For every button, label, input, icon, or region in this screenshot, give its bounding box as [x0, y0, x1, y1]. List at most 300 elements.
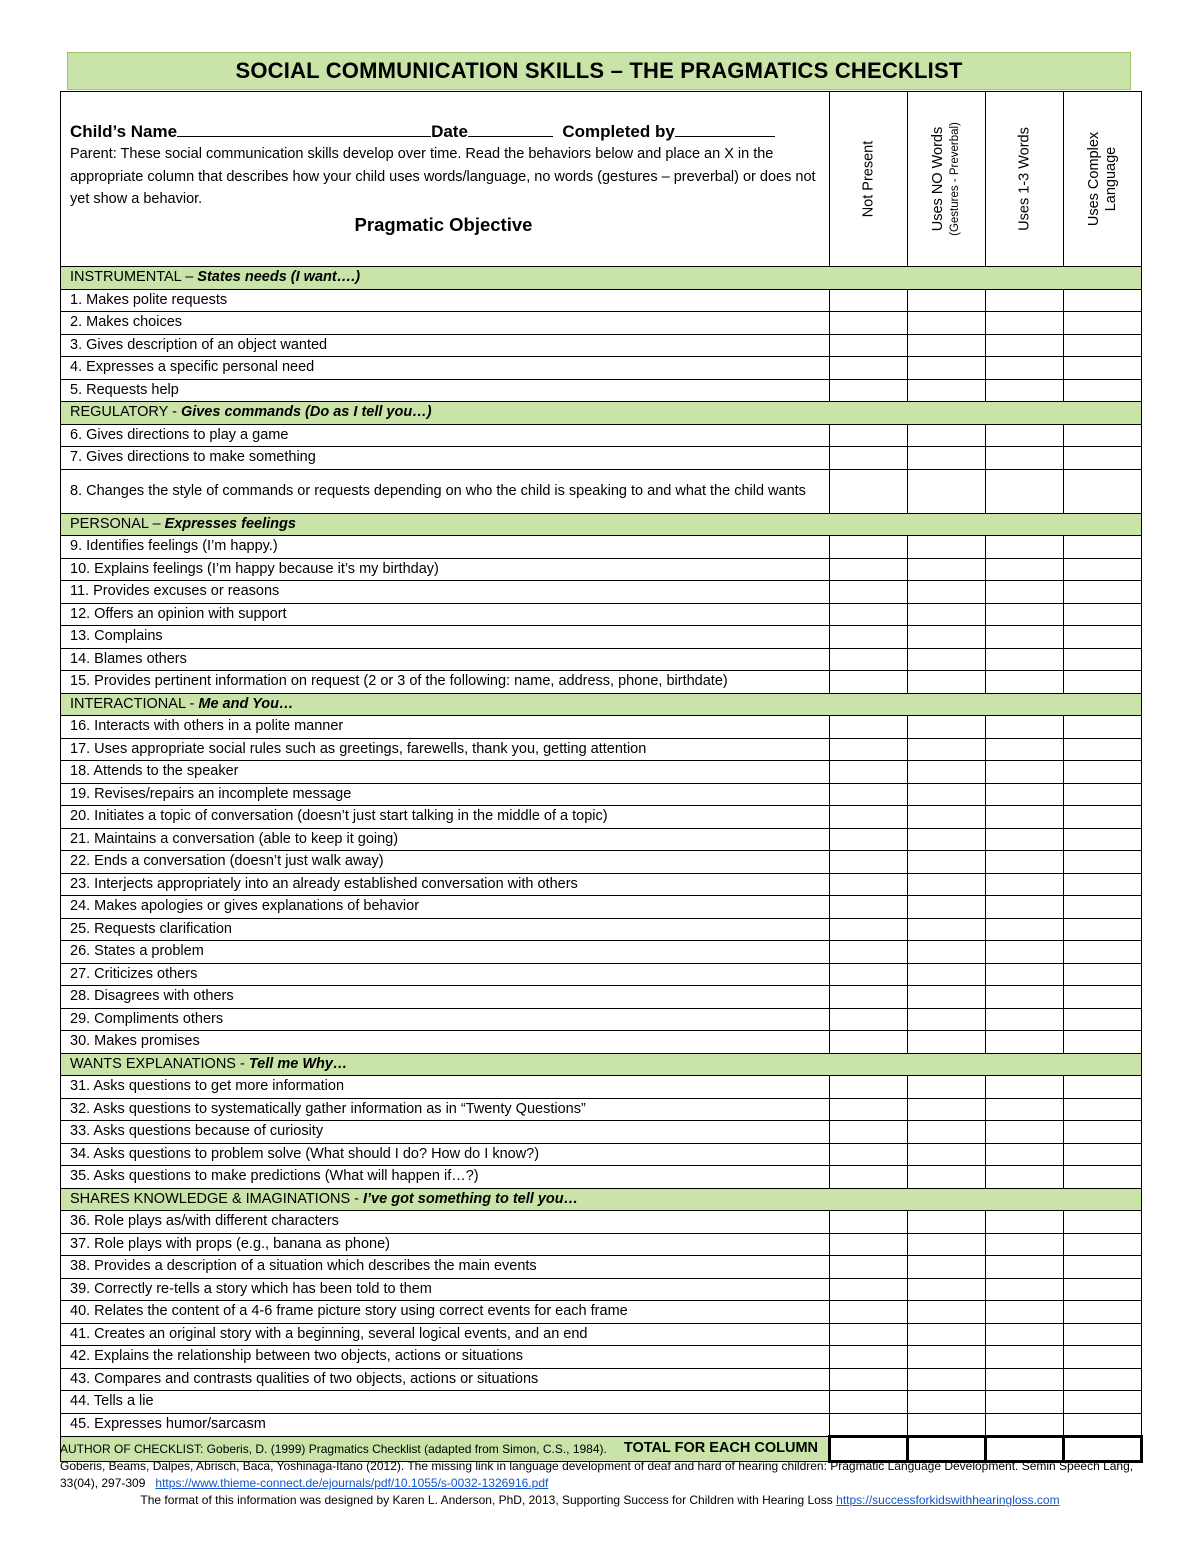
- checkbox-complex-language[interactable]: [1064, 1211, 1142, 1234]
- checklist-row: [61, 1031, 1142, 1054]
- checkbox-complex-language[interactable]: [1064, 334, 1142, 357]
- objective-text: 7. Gives directions to make something: [61, 447, 830, 470]
- checkbox-one-three-words[interactable]: [986, 806, 1064, 829]
- checklist-row: [61, 1143, 1142, 1166]
- checkbox-complex-language[interactable]: [1064, 941, 1142, 964]
- checkbox-not-present[interactable]: [830, 986, 908, 1009]
- checkbox-complex-language[interactable]: [1064, 873, 1142, 896]
- checklist-row: [61, 469, 1142, 513]
- checkbox-no-words[interactable]: [908, 873, 986, 896]
- section-description: Expresses feelings: [164, 515, 296, 532]
- title-bar: [67, 52, 1131, 90]
- checklist-row: [61, 1211, 1142, 1234]
- checkbox-one-three-words[interactable]: [986, 1346, 1064, 1369]
- checklist-row: [61, 1368, 1142, 1391]
- objective-text: 33. Asks questions because of curiosity: [61, 1121, 830, 1144]
- checkbox-one-three-words[interactable]: [986, 1233, 1064, 1256]
- checkbox-one-three-words[interactable]: [986, 1008, 1064, 1031]
- checklist-row: [61, 1233, 1142, 1256]
- checkbox-one-three-words[interactable]: [986, 312, 1064, 335]
- objective-text: 16. Interacts with others in a polite manner: [61, 716, 830, 739]
- checkbox-complex-language[interactable]: [1064, 851, 1142, 874]
- objective-text: 1. Makes polite requests: [61, 289, 830, 312]
- checkbox-no-words[interactable]: [908, 1143, 986, 1166]
- checkbox-not-present[interactable]: [830, 738, 908, 761]
- checkbox-not-present[interactable]: [830, 1211, 908, 1234]
- checkbox-not-present[interactable]: [830, 1256, 908, 1279]
- checkbox-complex-language[interactable]: [1064, 963, 1142, 986]
- checklist-row: [61, 379, 1142, 402]
- checkbox-one-three-words[interactable]: [986, 1278, 1064, 1301]
- checkbox-no-words[interactable]: [908, 963, 986, 986]
- checkbox-one-three-words[interactable]: [986, 558, 1064, 581]
- objective-text: 19. Revises/repairs an incomplete message: [61, 783, 830, 806]
- checkbox-no-words[interactable]: [908, 1031, 986, 1054]
- checkbox-complex-language[interactable]: [1064, 312, 1142, 335]
- checkbox-complex-language[interactable]: [1064, 1121, 1142, 1144]
- checkbox-no-words[interactable]: [908, 1233, 986, 1256]
- checkbox-complex-language[interactable]: [1064, 581, 1142, 604]
- checkbox-no-words[interactable]: [908, 941, 986, 964]
- objective-text: 9. Identifies feelings (I’m happy.): [61, 536, 830, 559]
- objective-text: 21. Maintains a conversation (able to keep it going): [61, 828, 830, 851]
- checkbox-one-three-words[interactable]: [986, 1031, 1064, 1054]
- objective-text: 18. Attends to the speaker: [61, 761, 830, 784]
- checkbox-not-present[interactable]: [830, 1098, 908, 1121]
- checkbox-no-words[interactable]: [908, 424, 986, 447]
- checkbox-complex-language[interactable]: [1064, 1143, 1142, 1166]
- checkbox-complex-language[interactable]: [1064, 716, 1142, 739]
- checkbox-one-three-words[interactable]: [986, 424, 1064, 447]
- objective-text: 4. Expresses a specific personal need: [61, 357, 830, 380]
- checklist-row: [61, 716, 1142, 739]
- checklist-row: [61, 828, 1142, 851]
- checklist-row: [61, 941, 1142, 964]
- child-name-label: Child’s Name: [70, 122, 178, 141]
- footer-citation-text: Goberis, Beams, Dalpes, Abrisch, Baca, Yoshinaga-Itano (2012). The missing link in language development of deaf and hard of hearing children: Pragmatic Language Development. Semin Speech Lang, 33(04), 297-309: [60, 1459, 1134, 1490]
- checkbox-one-three-words[interactable]: [986, 986, 1064, 1009]
- section-description: I’ve got something to tell you…: [363, 1190, 579, 1207]
- checklist-row: [61, 1413, 1142, 1437]
- page-title: SOCIAL COMMUNICATION SKILLS – THE PRAGMATICS CHECKLIST: [235, 58, 963, 83]
- checkbox-one-three-words[interactable]: [986, 671, 1064, 694]
- checkbox-no-words[interactable]: [908, 918, 986, 941]
- objective-text: 35. Asks questions to make predictions (What will happen if…?): [61, 1166, 830, 1189]
- checklist-row: [61, 357, 1142, 380]
- checklist-row: [61, 738, 1142, 761]
- checklist-row: [61, 1323, 1142, 1346]
- checkbox-no-words[interactable]: [908, 1256, 986, 1279]
- checkbox-no-words[interactable]: [908, 1301, 986, 1324]
- col-one-three-words: [986, 92, 1064, 267]
- col-not-present: [830, 92, 908, 267]
- name-line: [70, 120, 817, 143]
- header-row: [61, 92, 1142, 267]
- objective-text: 15. Provides pertinent information on request (2 or 3 of the following: name, address, phone, birthdate): [61, 671, 830, 694]
- checkbox-complex-language[interactable]: [1064, 447, 1142, 470]
- checkbox-not-present[interactable]: [830, 761, 908, 784]
- checkbox-complex-language[interactable]: [1064, 626, 1142, 649]
- checklist-row: [61, 626, 1142, 649]
- checkbox-one-three-words[interactable]: [986, 873, 1064, 896]
- checkbox-one-three-words[interactable]: [986, 1256, 1064, 1279]
- date-field[interactable]: [468, 120, 553, 137]
- section-header: [61, 1053, 1142, 1076]
- checkbox-not-present[interactable]: [830, 603, 908, 626]
- objective-text: 41. Creates an original story with a beginning, several logical events, and an end: [61, 1323, 830, 1346]
- checkbox-complex-language[interactable]: [1064, 379, 1142, 402]
- checkbox-not-present[interactable]: [830, 469, 908, 513]
- checkbox-one-three-words[interactable]: [986, 357, 1064, 380]
- footer: [60, 1441, 1140, 1509]
- checkbox-one-three-words[interactable]: [986, 334, 1064, 357]
- col-complex-language: [1064, 92, 1142, 267]
- section-description: Gives commands (Do as I tell you…): [180, 404, 432, 421]
- objective-text: 10. Explains feelings (I’m happy because it’s my birthday): [61, 558, 830, 581]
- checkbox-no-words[interactable]: [908, 761, 986, 784]
- completed-by-label: Completed by: [562, 122, 675, 141]
- checkbox-not-present[interactable]: [830, 918, 908, 941]
- checklist-row: [61, 558, 1142, 581]
- checkbox-not-present[interactable]: [830, 1323, 908, 1346]
- footer-citation-link[interactable]: https://www.thieme-connect.de/ejournals/pdf/10.1055/s-0032-1326916.pdf: [155, 1476, 549, 1490]
- checkbox-no-words[interactable]: [908, 469, 986, 513]
- date-label: Date: [431, 122, 468, 141]
- checkbox-one-three-words[interactable]: [986, 469, 1064, 513]
- checkbox-no-words[interactable]: [908, 1076, 986, 1099]
- checkbox-one-three-words[interactable]: [986, 1166, 1064, 1189]
- checkbox-one-three-words[interactable]: [986, 851, 1064, 874]
- checkbox-one-three-words[interactable]: [986, 1368, 1064, 1391]
- checkbox-not-present[interactable]: [830, 357, 908, 380]
- checkbox-not-present[interactable]: [830, 289, 908, 312]
- checkbox-not-present[interactable]: [830, 716, 908, 739]
- section-header: [61, 267, 1142, 290]
- checkbox-complex-language[interactable]: [1064, 536, 1142, 559]
- section-name: WANTS EXPLANATIONS -: [70, 1055, 249, 1072]
- checkbox-not-present[interactable]: [830, 1368, 908, 1391]
- checkbox-not-present[interactable]: [830, 424, 908, 447]
- checkbox-complex-language[interactable]: [1064, 1301, 1142, 1324]
- section-header-cell: [61, 1188, 1142, 1211]
- checkbox-one-three-words[interactable]: [986, 1323, 1064, 1346]
- footer-citation: [60, 1458, 1140, 1492]
- checkbox-complex-language[interactable]: [1064, 1278, 1142, 1301]
- objective-text: 6. Gives directions to play a game: [61, 424, 830, 447]
- checkbox-complex-language[interactable]: [1064, 424, 1142, 447]
- objective-text: 30. Makes promises: [61, 1031, 830, 1054]
- checklist-row: [61, 1391, 1142, 1414]
- checkbox-one-three-words[interactable]: [986, 761, 1064, 784]
- checkbox-no-words[interactable]: [908, 334, 986, 357]
- checkbox-one-three-words[interactable]: [986, 289, 1064, 312]
- objective-text: 45. Expresses humor/sarcasm: [61, 1413, 830, 1437]
- checkbox-complex-language[interactable]: [1064, 1098, 1142, 1121]
- checklist-row: [61, 1301, 1142, 1324]
- checklist-row: [61, 1008, 1142, 1031]
- checklist-row: [61, 447, 1142, 470]
- checkbox-complex-language[interactable]: [1064, 761, 1142, 784]
- checkbox-not-present[interactable]: [830, 334, 908, 357]
- checkbox-one-three-words[interactable]: [986, 1121, 1064, 1144]
- section-description: Me and You…: [198, 695, 294, 712]
- section-name: SHARES KNOWLEDGE & IMAGINATIONS -: [70, 1190, 363, 1207]
- checkbox-no-words[interactable]: [908, 1008, 986, 1031]
- checkbox-not-present[interactable]: [830, 896, 908, 919]
- checklist-row: [61, 1121, 1142, 1144]
- checklist-row: [61, 289, 1142, 312]
- section-header-cell: [61, 267, 1142, 290]
- objective-text: 31. Asks questions to get more information: [61, 1076, 830, 1099]
- checkbox-no-words[interactable]: [908, 558, 986, 581]
- section-header: [61, 513, 1142, 536]
- checkbox-not-present[interactable]: [830, 581, 908, 604]
- checklist-row: [61, 603, 1142, 626]
- objective-text: 8. Changes the style of commands or requests depending on who the child is speaking to and what the child wants: [61, 469, 830, 513]
- checkbox-complex-language[interactable]: [1064, 1166, 1142, 1189]
- checkbox-complex-language[interactable]: [1064, 1346, 1142, 1369]
- checkbox-one-three-words[interactable]: [986, 648, 1064, 671]
- checkbox-no-words[interactable]: [908, 671, 986, 694]
- section-header-cell: [61, 693, 1142, 716]
- objective-text: 34. Asks questions to problem solve (What should I do? How do I know?): [61, 1143, 830, 1166]
- checklist-row: [61, 1166, 1142, 1189]
- checkbox-complex-language[interactable]: [1064, 603, 1142, 626]
- checkbox-one-three-words[interactable]: [986, 447, 1064, 470]
- checkbox-complex-language[interactable]: [1064, 1233, 1142, 1256]
- checkbox-complex-language[interactable]: [1064, 1256, 1142, 1279]
- checkbox-one-three-words[interactable]: [986, 941, 1064, 964]
- completed-by-field[interactable]: [675, 120, 775, 137]
- checkbox-not-present[interactable]: [830, 1391, 908, 1414]
- section-header-cell: [61, 1053, 1142, 1076]
- checkbox-no-words[interactable]: [908, 1166, 986, 1189]
- objective-text: 25. Requests clarification: [61, 918, 830, 941]
- checkbox-not-present[interactable]: [830, 873, 908, 896]
- checkbox-no-words[interactable]: [908, 379, 986, 402]
- checkbox-not-present[interactable]: [830, 963, 908, 986]
- checkbox-no-words[interactable]: [908, 896, 986, 919]
- checkbox-one-three-words[interactable]: [986, 896, 1064, 919]
- checkbox-not-present[interactable]: [830, 1413, 908, 1437]
- checkbox-not-present[interactable]: [830, 626, 908, 649]
- header-cell: [61, 92, 830, 267]
- section-name: REGULATORY -: [70, 404, 181, 421]
- checkbox-not-present[interactable]: [830, 1143, 908, 1166]
- objective-text: 40. Relates the content of a 4-6 frame picture story using correct events for each frame: [61, 1301, 830, 1324]
- checkbox-one-three-words[interactable]: [986, 626, 1064, 649]
- checkbox-no-words[interactable]: [908, 312, 986, 335]
- checkbox-no-words[interactable]: [908, 828, 986, 851]
- objective-text: 11. Provides excuses or reasons: [61, 581, 830, 604]
- checkbox-one-three-words[interactable]: [986, 716, 1064, 739]
- checkbox-complex-language[interactable]: [1064, 1413, 1142, 1437]
- objective-text: 24. Makes apologies or gives explanations of behavior: [61, 896, 830, 919]
- section-name: INSTRUMENTAL –: [70, 269, 198, 286]
- checkbox-no-words[interactable]: [908, 716, 986, 739]
- checkbox-complex-language[interactable]: [1064, 558, 1142, 581]
- checkbox-one-three-words[interactable]: [986, 1301, 1064, 1324]
- checkbox-one-three-words[interactable]: [986, 581, 1064, 604]
- checkbox-not-present[interactable]: [830, 312, 908, 335]
- checkbox-complex-language[interactable]: [1064, 648, 1142, 671]
- objective-text: 26. States a problem: [61, 941, 830, 964]
- checkbox-one-three-words[interactable]: [986, 1211, 1064, 1234]
- footer-credit-text: The format of this information was designed by Karen L. Anderson, PhD, 2013, Supporting Success for Children with Hearing Loss: [140, 1493, 833, 1507]
- checkbox-not-present[interactable]: [830, 828, 908, 851]
- checklist-row: [61, 334, 1142, 357]
- checkbox-not-present[interactable]: [830, 1301, 908, 1324]
- checkbox-not-present[interactable]: [830, 558, 908, 581]
- checklist-row: [61, 424, 1142, 447]
- checklist-row: [61, 851, 1142, 874]
- checkbox-complex-language[interactable]: [1064, 1323, 1142, 1346]
- checklist-table: [60, 91, 1143, 1463]
- checkbox-complex-language[interactable]: [1064, 1391, 1142, 1414]
- checkbox-no-words[interactable]: [908, 536, 986, 559]
- checkbox-complex-language[interactable]: [1064, 828, 1142, 851]
- child-name-field[interactable]: [177, 120, 431, 137]
- objective-text: 23. Interjects appropriately into an already established conversation with others: [61, 873, 830, 896]
- checkbox-not-present[interactable]: [830, 1166, 908, 1189]
- section-name: PERSONAL –: [70, 515, 165, 532]
- section-description: Tell me Why…: [248, 1055, 348, 1072]
- checkbox-one-three-words[interactable]: [986, 603, 1064, 626]
- checkbox-not-present[interactable]: [830, 447, 908, 470]
- section-header: [61, 693, 1142, 716]
- checklist-row: [61, 312, 1142, 335]
- col-no-words-label: Uses NO Words: [929, 126, 946, 232]
- section-name: INTERACTIONAL -: [70, 695, 199, 712]
- checkbox-complex-language[interactable]: [1064, 896, 1142, 919]
- objective-text: 5. Requests help: [61, 379, 830, 402]
- checkbox-not-present[interactable]: [830, 851, 908, 874]
- checkbox-no-words[interactable]: [908, 581, 986, 604]
- checkbox-no-words[interactable]: [908, 1346, 986, 1369]
- checkbox-one-three-words[interactable]: [986, 1098, 1064, 1121]
- checkbox-not-present[interactable]: [830, 1121, 908, 1144]
- objective-text: 28. Disagrees with others: [61, 986, 830, 1009]
- checkbox-complex-language[interactable]: [1064, 783, 1142, 806]
- checkbox-one-three-words[interactable]: [986, 1143, 1064, 1166]
- checklist-row: [61, 671, 1142, 694]
- checkbox-one-three-words[interactable]: [986, 783, 1064, 806]
- checkbox-not-present[interactable]: [830, 1346, 908, 1369]
- objective-text: 12. Offers an opinion with support: [61, 603, 830, 626]
- checkbox-one-three-words[interactable]: [986, 738, 1064, 761]
- checkbox-not-present[interactable]: [830, 806, 908, 829]
- checkbox-no-words[interactable]: [908, 783, 986, 806]
- checkbox-complex-language[interactable]: [1064, 738, 1142, 761]
- checkbox-complex-language[interactable]: [1064, 918, 1142, 941]
- checkbox-one-three-words[interactable]: [986, 918, 1064, 941]
- checkbox-complex-language[interactable]: [1064, 1008, 1142, 1031]
- objective-text: 44. Tells a lie: [61, 1391, 830, 1414]
- checkbox-one-three-words[interactable]: [986, 1076, 1064, 1099]
- checkbox-not-present[interactable]: [830, 536, 908, 559]
- checkbox-no-words[interactable]: [908, 986, 986, 1009]
- checkbox-not-present[interactable]: [830, 379, 908, 402]
- objective-text: 13. Complains: [61, 626, 830, 649]
- section-header: [61, 1188, 1142, 1211]
- checkbox-no-words[interactable]: [908, 1098, 986, 1121]
- checkbox-complex-language[interactable]: [1064, 1031, 1142, 1054]
- checkbox-no-words[interactable]: [908, 1368, 986, 1391]
- objective-text: 27. Criticizes others: [61, 963, 830, 986]
- objective-text: 39. Correctly re-tells a story which has been told to them: [61, 1278, 830, 1301]
- checkbox-not-present[interactable]: [830, 648, 908, 671]
- checkbox-no-words[interactable]: [908, 648, 986, 671]
- footer-author: AUTHOR OF CHECKLIST: Goberis, D. (1999) Pragmatics Checklist (adapted from Simon, C.S., 1984).: [60, 1442, 607, 1456]
- checkbox-one-three-words[interactable]: [986, 1413, 1064, 1437]
- checkbox-complex-language[interactable]: [1064, 1076, 1142, 1099]
- checkbox-complex-language[interactable]: [1064, 357, 1142, 380]
- checkbox-no-words[interactable]: [908, 1391, 986, 1414]
- footer-credit: [60, 1492, 1140, 1509]
- checkbox-no-words[interactable]: [908, 806, 986, 829]
- checkbox-not-present[interactable]: [830, 1008, 908, 1031]
- objective-text: 29. Compliments others: [61, 1008, 830, 1031]
- checkbox-complex-language[interactable]: [1064, 671, 1142, 694]
- col-no-words: [908, 92, 986, 267]
- checkbox-not-present[interactable]: [830, 783, 908, 806]
- checkbox-one-three-words[interactable]: [986, 536, 1064, 559]
- checkbox-one-three-words[interactable]: [986, 379, 1064, 402]
- checkbox-not-present[interactable]: [830, 1278, 908, 1301]
- section-header-cell: [61, 402, 1142, 425]
- checkbox-one-three-words[interactable]: [986, 828, 1064, 851]
- checkbox-no-words[interactable]: [908, 1121, 986, 1144]
- checkbox-no-words[interactable]: [908, 1413, 986, 1437]
- checkbox-not-present[interactable]: [830, 1076, 908, 1099]
- checkbox-no-words[interactable]: [908, 603, 986, 626]
- checklist-row: [61, 896, 1142, 919]
- checkbox-complex-language[interactable]: [1064, 1368, 1142, 1391]
- checkbox-no-words[interactable]: [908, 357, 986, 380]
- checkbox-not-present[interactable]: [830, 1233, 908, 1256]
- checklist-row: [61, 648, 1142, 671]
- checkbox-complex-language[interactable]: [1064, 289, 1142, 312]
- objective-label: Pragmatic Objective: [354, 213, 533, 235]
- footer-credit-link[interactable]: https://successforkidswithhearingloss.com: [836, 1493, 1060, 1507]
- checkbox-one-three-words[interactable]: [986, 963, 1064, 986]
- checkbox-no-words[interactable]: [908, 289, 986, 312]
- total-label: TOTAL FOR EACH COLUMN: [61, 1437, 830, 1462]
- checklist-row: [61, 1256, 1142, 1279]
- checkbox-complex-language[interactable]: [1064, 806, 1142, 829]
- checkbox-complex-language[interactable]: [1064, 469, 1142, 513]
- checkbox-no-words[interactable]: [908, 626, 986, 649]
- checkbox-not-present[interactable]: [830, 1031, 908, 1054]
- section-header: [61, 402, 1142, 425]
- checkbox-no-words[interactable]: [908, 1211, 986, 1234]
- col-not-present-label: Not Present: [860, 140, 876, 218]
- checkbox-no-words[interactable]: [908, 738, 986, 761]
- checkbox-no-words[interactable]: [908, 447, 986, 470]
- checklist-row: [61, 963, 1142, 986]
- col-complex-label-2: Language: [1102, 146, 1119, 212]
- checkbox-complex-language[interactable]: [1064, 986, 1142, 1009]
- checkbox-one-three-words[interactable]: [986, 1391, 1064, 1414]
- checkbox-not-present[interactable]: [830, 941, 908, 964]
- objective-text: 22. Ends a conversation (doesn’t just walk away): [61, 851, 830, 874]
- checkbox-no-words[interactable]: [908, 1323, 986, 1346]
- objective-text: 14. Blames others: [61, 648, 830, 671]
- checkbox-no-words[interactable]: [908, 851, 986, 874]
- checkbox-not-present[interactable]: [830, 671, 908, 694]
- checkbox-no-words[interactable]: [908, 1278, 986, 1301]
- objective-text: 20. Initiates a topic of conversation (doesn’t just start talking in the middle of a topic): [61, 806, 830, 829]
